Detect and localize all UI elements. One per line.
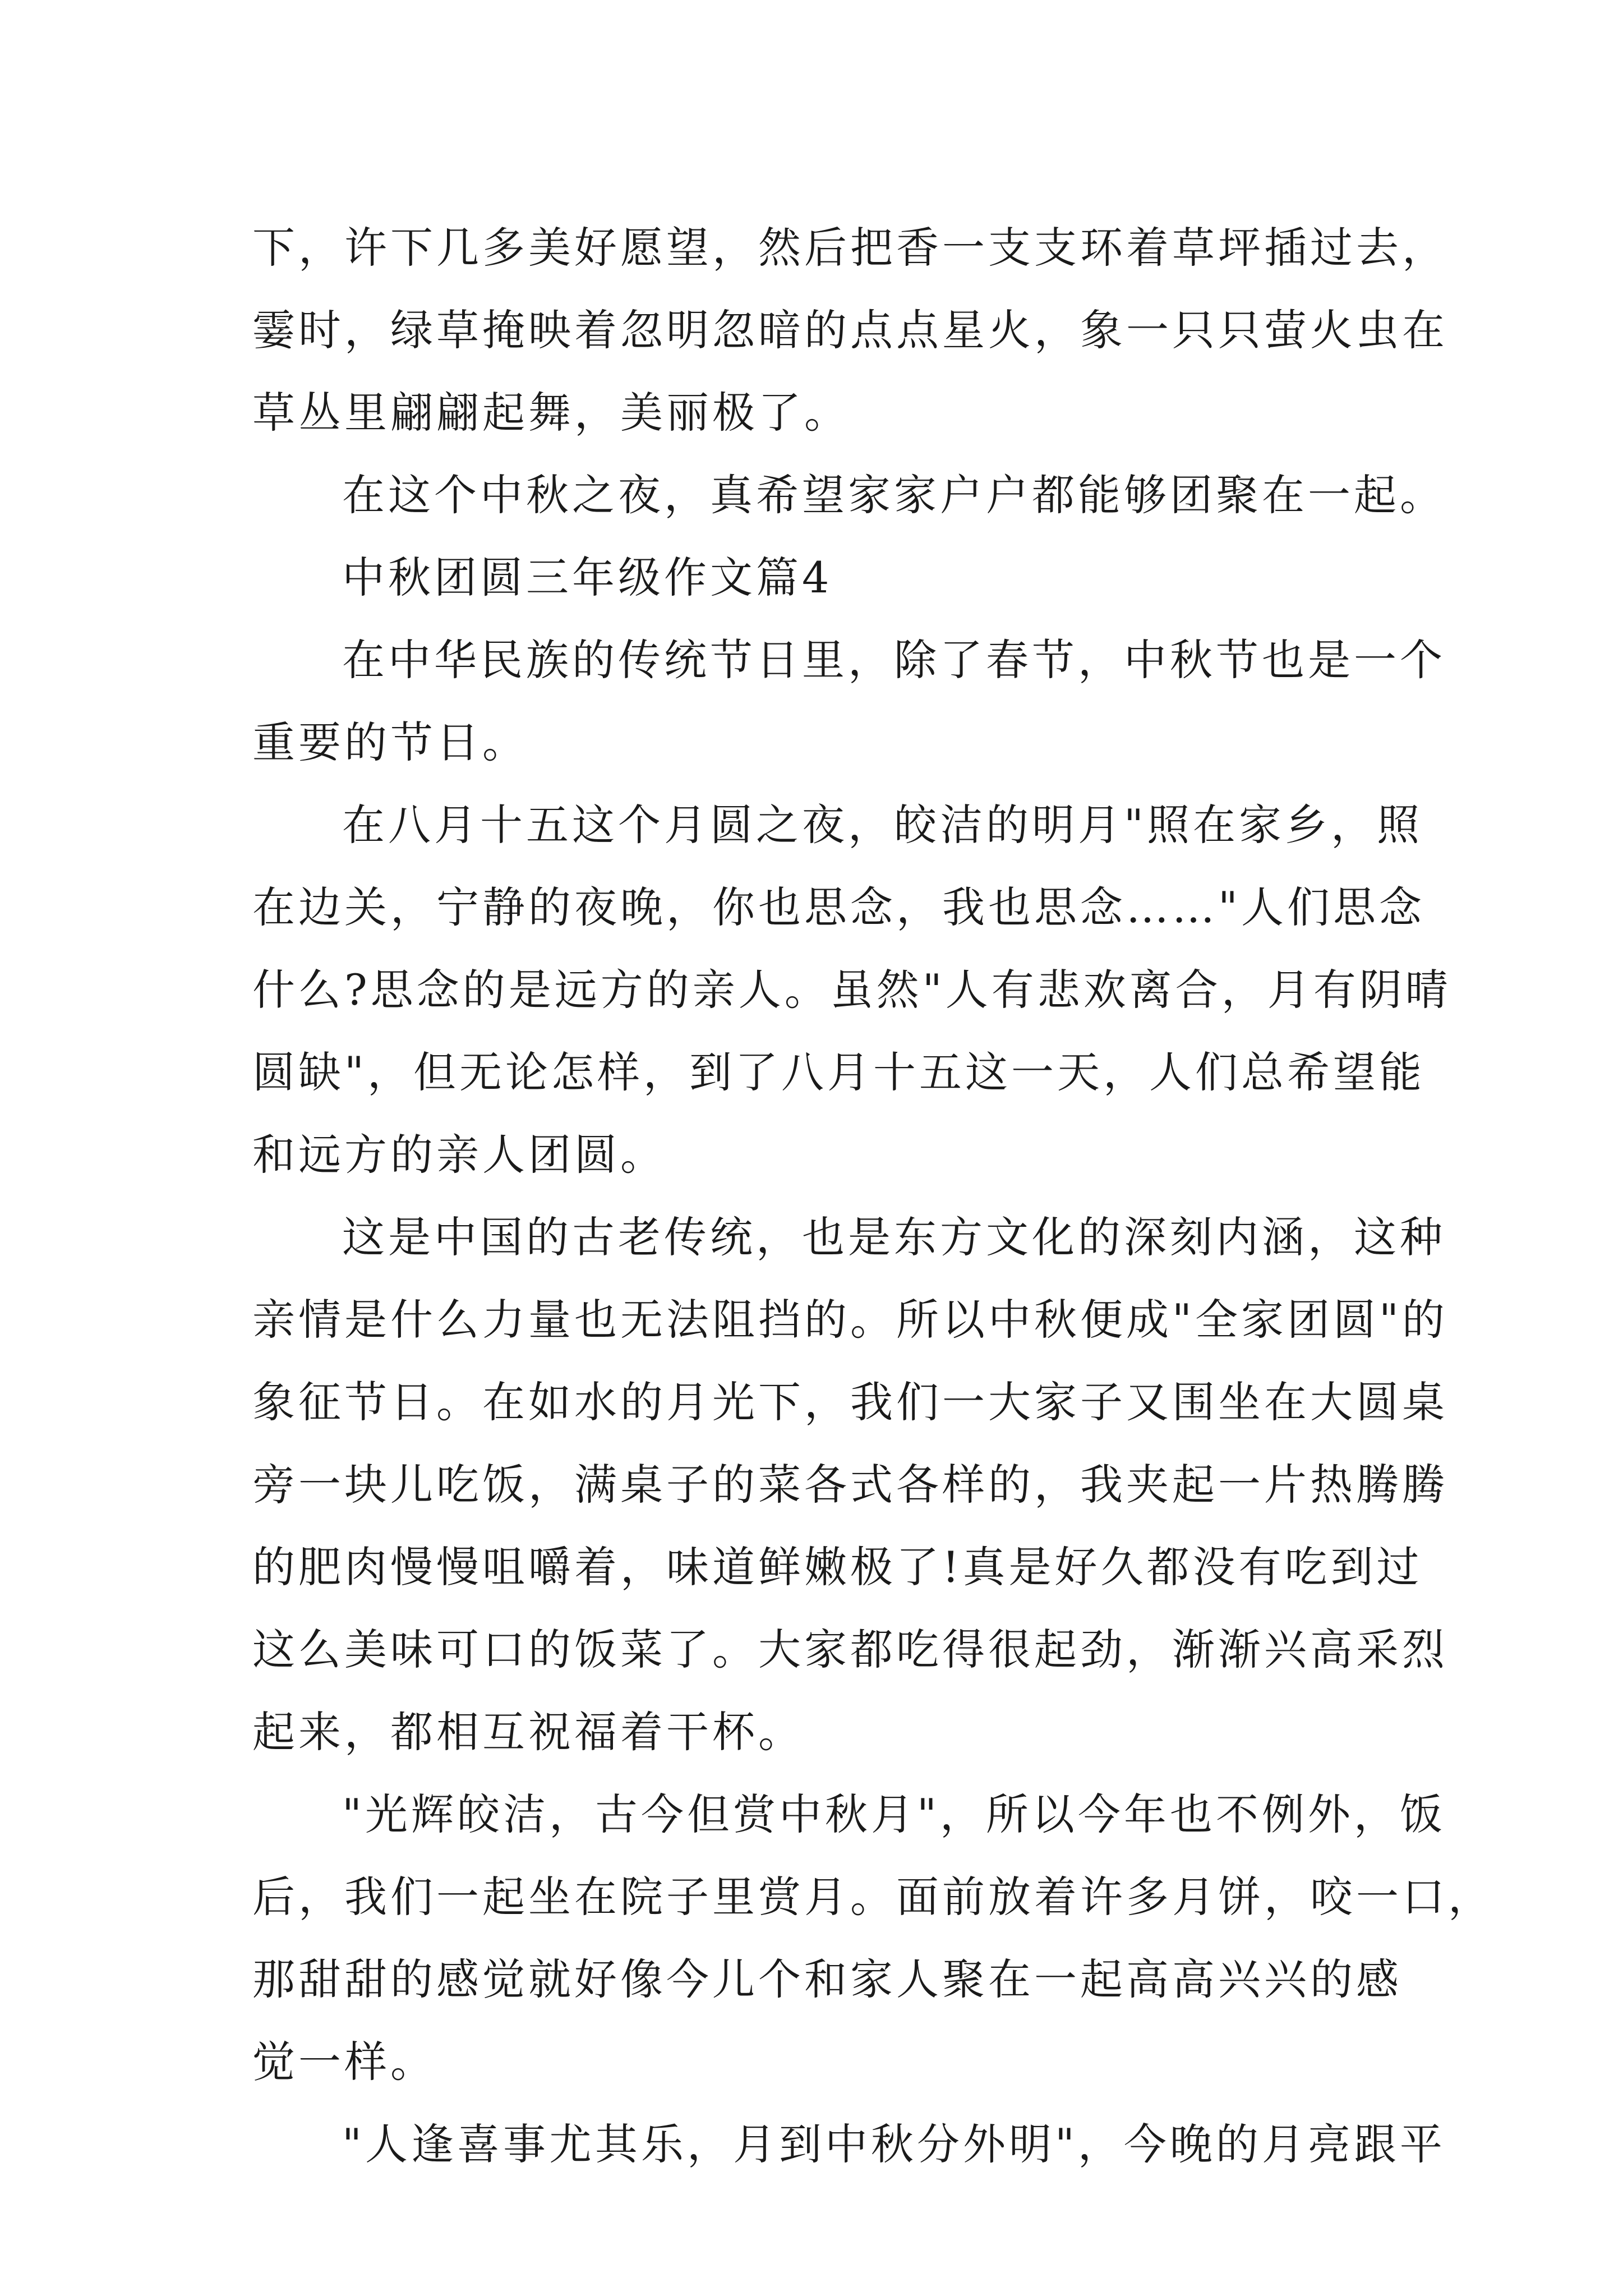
- text-line: 霎时，绿草掩映着忽明忽暗的点点星火，象一只只萤火虫在: [252, 305, 1448, 355]
- text-line: 在边关，宁静的夜晚，你也思念，我也思念……"人们思念: [252, 882, 1425, 932]
- text-line: 圆缺"，但无论怎样，到了八月十五这一天，人们总希望能: [252, 1047, 1425, 1097]
- text-line: 在八月十五这个月圆之夜，皎洁的明月"照在家乡，照: [342, 800, 1423, 850]
- text-line: 重要的节日。: [252, 717, 528, 767]
- text-line: 觉一样。: [252, 2037, 436, 2087]
- text-line: 那甜甜的感觉就好像今儿个和家人聚在一起高高兴兴的感: [252, 1954, 1402, 2004]
- text-line: 亲情是什么力量也无法阻挡的。所以中秋便成"全家团圆"的: [252, 1295, 1448, 1345]
- text-line: 这么美味可口的饭菜了。大家都吃得很起劲，渐渐兴高采烈: [252, 1625, 1448, 1674]
- text-line: 旁一块儿吃饭，满桌子的菜各式各样的，我夹起一片热腾腾: [252, 1460, 1448, 1510]
- text-line: 草丛里翩翩起舞，美丽极了。: [252, 388, 850, 438]
- text-line: 起来，都相互祝福着干杯。: [252, 1707, 804, 1757]
- text-line: 象征节日。在如水的月光下，我们一大家子又围坐在大圆桌: [252, 1377, 1448, 1427]
- text-line: 和远方的亲人团圆。: [252, 1130, 666, 1180]
- text-line: 中秋团圆三年级作文篇4: [342, 553, 833, 602]
- text-line: 的肥肉慢慢咀嚼着，味道鲜嫩极了!真是好久都没有吃到过: [252, 1542, 1423, 1592]
- text-line: "光辉皎洁，古今但赏中秋月"，所以今年也不例外，饭: [342, 1789, 1446, 1839]
- text-line: 在这个中秋之夜，真希望家家户户都能够团聚在一起。: [342, 470, 1446, 520]
- text-line: 在中华民族的传统节日里，除了春节，中秋节也是一个: [342, 635, 1446, 685]
- text-line: "人逢喜事尤其乐，月到中秋分外明"，今晚的月亮跟平: [342, 2119, 1446, 2169]
- document-body: [252, 206, 1494, 2185]
- text-line: 后，我们一起坐在院子里赏月。面前放着许多月饼，咬一口，: [252, 1872, 1494, 1922]
- text-line: 下，许下几多美好愿望，然后把香一支支环着草坪插过去，: [252, 223, 1448, 273]
- text-line: 什么?思念的是远方的亲人。虽然"人有悲欢离合，月有阴晴: [252, 965, 1451, 1015]
- text-line: 这是中国的古老传统，也是东方文化的深刻内涵，这种: [342, 1212, 1446, 1262]
